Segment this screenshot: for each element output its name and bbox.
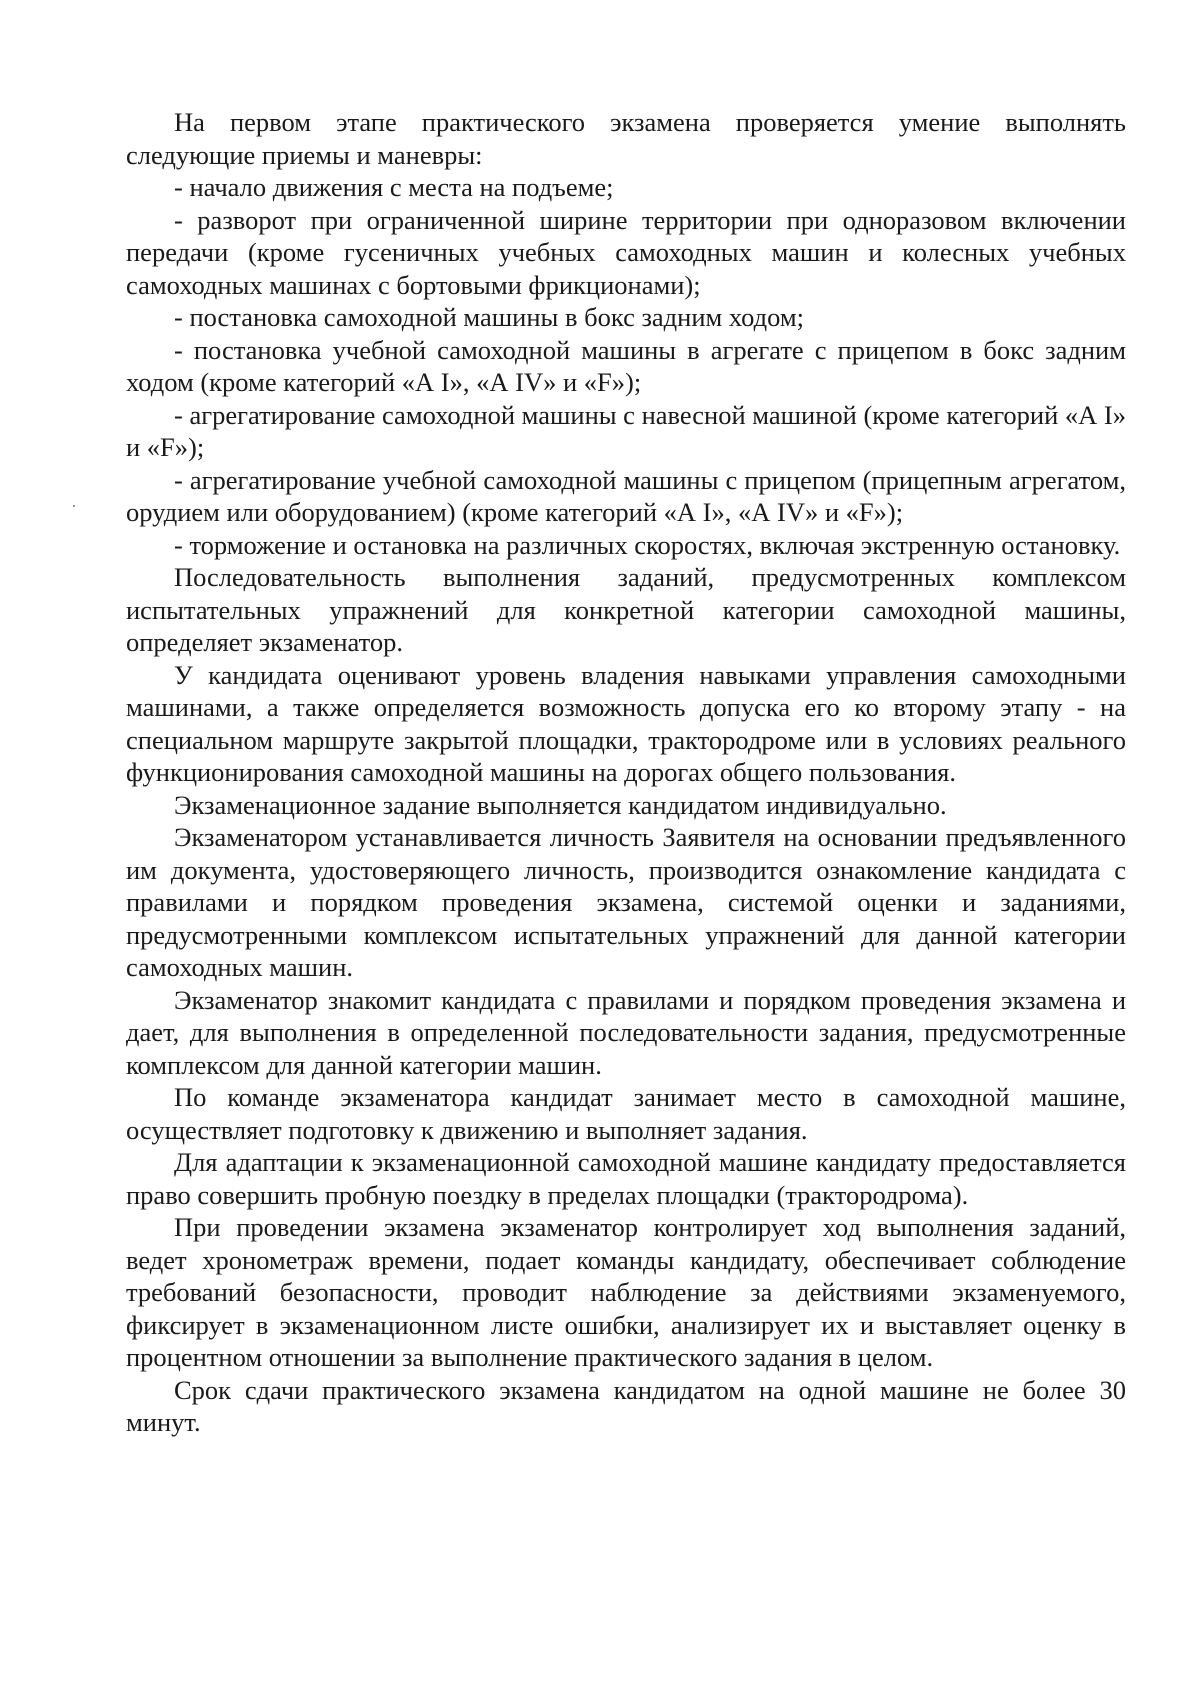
document-page xyxy=(126,106,1126,1439)
body-paragraph: Экзаменатор знакомит кандидата с правилами и порядком проведения экзамена и дает, для выполнения в определенной последовательности задания, предусмотренные комплексом для данной категории машин. xyxy=(126,984,1126,1080)
body-paragraph: При проведении экзамена экзаменатор контролирует ход выполнения заданий, ведет хронометраж времени, подает команды кандидату, обеспечивает соблюдение требований безопасности, проводит наблюдение за действиями экзаменуемого, фиксирует в экзаменационном листе ошибки, анализирует их и выставляет оценку в процентном отношении за выполнение практического задания в целом. xyxy=(126,1212,1126,1372)
scan-speck xyxy=(73,505,75,507)
maneuver-item: - агрегатирование учебной самоходной машины с прицепом (прицепным агрегатом, орудием или оборудованием) (кроме категорий «А I», «А IV» и «F»); xyxy=(126,464,1126,527)
body-paragraph: Для адаптации к экзаменационной самоходной машине кандидату предоставляется право совершить пробную поездку в пределах площадки (трактородрома). xyxy=(126,1147,1126,1210)
body-paragraph: Экзаменатором устанавливается личность Заявителя на основании предъявленного им документа, удостоверяющего личность, производится ознакомление кандидата с правилами и порядком проведения экзамена, системой оценки и заданиями, предусмотренными комплексом испытательных упражнений для данной категории самоходных машин. xyxy=(126,822,1126,982)
maneuver-item: - разворот при ограниченной ширине территории при одноразовом включении передачи (кроме гусеничных учебных самоходных машин и колесных учебных самоходных машинах с бортовыми фрикционами); xyxy=(126,204,1126,300)
maneuver-item: - торможение и остановка на различных скоростях, включая экстренную остановку. xyxy=(174,529,1121,560)
maneuver-item: - постановка самоходной машины в бокс задним ходом; xyxy=(174,302,805,332)
body-paragraph: Срок сдачи практического экзамена кандидатом на одной машине не более 30 минут. xyxy=(126,1374,1126,1437)
maneuver-item: - постановка учебной самоходной машины в агрегате с прицепом в бокс задним ходом (кроме категорий «А I», «А IV» и «F»); xyxy=(126,334,1126,397)
intro-paragraph: На первом этапе практического экзамена проверяется умение выполнять следующие приемы и маневры: xyxy=(126,107,1126,170)
body-paragraph: У кандидата оценивают уровень владения навыками управления самоходными машинами, а также определяется возможность допуска его ко второму этапу - на специальном маршруте закрытой площадки, трактородроме или в условиях реального функционирования самоходной машины на дорогах общего пользования. xyxy=(126,659,1126,787)
body-paragraph: Экзаменационное задание выполняется кандидатом индивидуально. xyxy=(174,789,947,820)
body-paragraph: По команде экзаменатора кандидат занимает место в самоходной машине, осуществляет подготовку к движению и выполняет задания. xyxy=(126,1082,1126,1145)
maneuver-item: - начало движения с места на подъеме; xyxy=(174,172,614,202)
maneuver-item: - агрегатирование самоходной машины с навесной машиной (кроме категорий «А I» и «F»); xyxy=(126,399,1126,462)
body-paragraph: Последовательность выполнения заданий, предусмотренных комплексом испытательных упражнений для конкретной категории самоходной машины, определяет экзаменатор. xyxy=(126,562,1126,657)
